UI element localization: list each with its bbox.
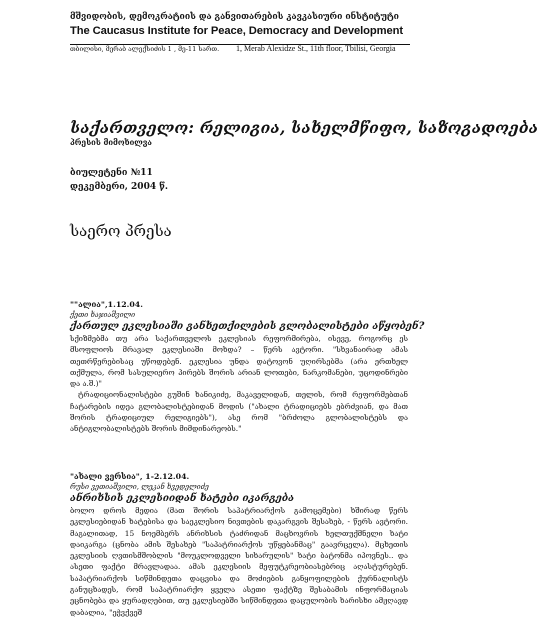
article-source: "ახალი ვერსია", 1-2.12.04. <box>70 472 190 481</box>
article-paragraph: სქიზმებმა თუ არა საქართველოს ეკლესიას რეფორმირება, ისევე, როგორც ეს მსოფლიოს მრავალ ეკლესიაში მოხდა? – წერს ავტორი. "სხვანაირად ამას თეთრწერებისაც უწოდებენ. ეკლესია უნდა დატოვონ უღირსებმა (არა ერთხელ თქმულა, რომ სასულიერო პირებს შორის არიან ლოთები, ნარკომანები, უცოდინრები და ა.შ.)" <box>70 334 408 389</box>
bulletin-number: ბიულეტენი №11 <box>70 168 153 178</box>
institute-name-english: The Caucasus Institute for Peace, Democracy and Development <box>70 25 403 37</box>
section-heading: საერო პრესა <box>70 222 172 240</box>
address-english: 1, Merab Alexidze St., 11th floor, Tbilisi, Georgia <box>236 44 396 53</box>
article-source: ""ალია",1.12.04. <box>70 300 143 309</box>
article-paragraph: ტრადიციონალისტები გუშინ ხანიკიძე, მაკაველიდან, თელის, რომ რეფორმებთან ჩატარების იდეა გლობალისტებიდან მოდის ("ახალი ტრადიციებს ებრძვიან, და მათ შორის ტრადიციულ რელიგიებს"), ასე რომ "ბრძოლა გლობალისტებს და ანტიგლობალისტებს შორის მიმდინარეობს." <box>70 390 408 434</box>
document-title: საქართველო: რელიგია, სახელმწიფო, საზოგადოება <box>70 118 538 137</box>
article <box>70 472 408 618</box>
article-author: ქეთი ხაჯიაშვილი <box>70 311 136 319</box>
article-body <box>70 505 408 618</box>
article-headline: ანრიხსის ეკლესიიდან ხატები იკარგება <box>70 493 295 504</box>
bulletin-date: დეკემბერი, 2004 წ. <box>70 182 169 192</box>
article-headline: ქართულ ეკლესიაში განხეთქილების გლობალისტები აწყობენ? <box>70 321 425 332</box>
article-paragraph: ბოლო დროს მედია (მათ შორის საპატრიარქოს გამოცემები) ხშირად წერს ეკლესიებიდან ხატებისა და საეკლესიო ნივთების დაკარგვის შესახებ, - წერს ავტორი. მაგალითად, 15 ნოემბერს ანრიხსის ტაძრიდან მაცხოვრის ხელთუქმნელი ხატი დაიკარგა (ცნობა ამის შესახებ "საპატრიარქოს უწყებანმაც" გაავრცელა). მცხეთის ეკლესიის ღვთისმშობლის "მოუკლოდველი სიხარულის" ხატი ბატონმა იპოვნეს.. და ასეთი ფაქტი მრავლადაა. ამას ეკლესიის მეფუტკრეობიასებრიც აღასტურებენ. საპატრიარქოს სიწმინდეთა დაცვისა და მოძიების განყოფილების ქურნალისტს განუცხადეს, რომ საპატრიარქო ყველა ასეთი ფაქტზე შესაბამის ინფორმაციას ეცნობება და ყურადღებით, თუ ეკლესიებში სიწმინდეთა დაცულობის ხარისხი ამჟღავდ დაბალია, "ეჭვქვეშ <box>70 506 408 617</box>
address-georgian: თბილისი, მერაბ ალექსიძის 1 , მე-11 სართ. <box>70 45 220 53</box>
article <box>70 300 425 435</box>
document-subtitle: პრესის მიმოხილვა <box>70 138 152 147</box>
article-author: რუსი ვეთიაშვილი, ლეკან ხვედელიძე <box>70 483 209 491</box>
article-body <box>70 333 408 435</box>
institute-name-georgian: მშვიდობის, დემოკრატიის და განვითარების კავკასიური ინსტიტუტი <box>70 12 399 22</box>
